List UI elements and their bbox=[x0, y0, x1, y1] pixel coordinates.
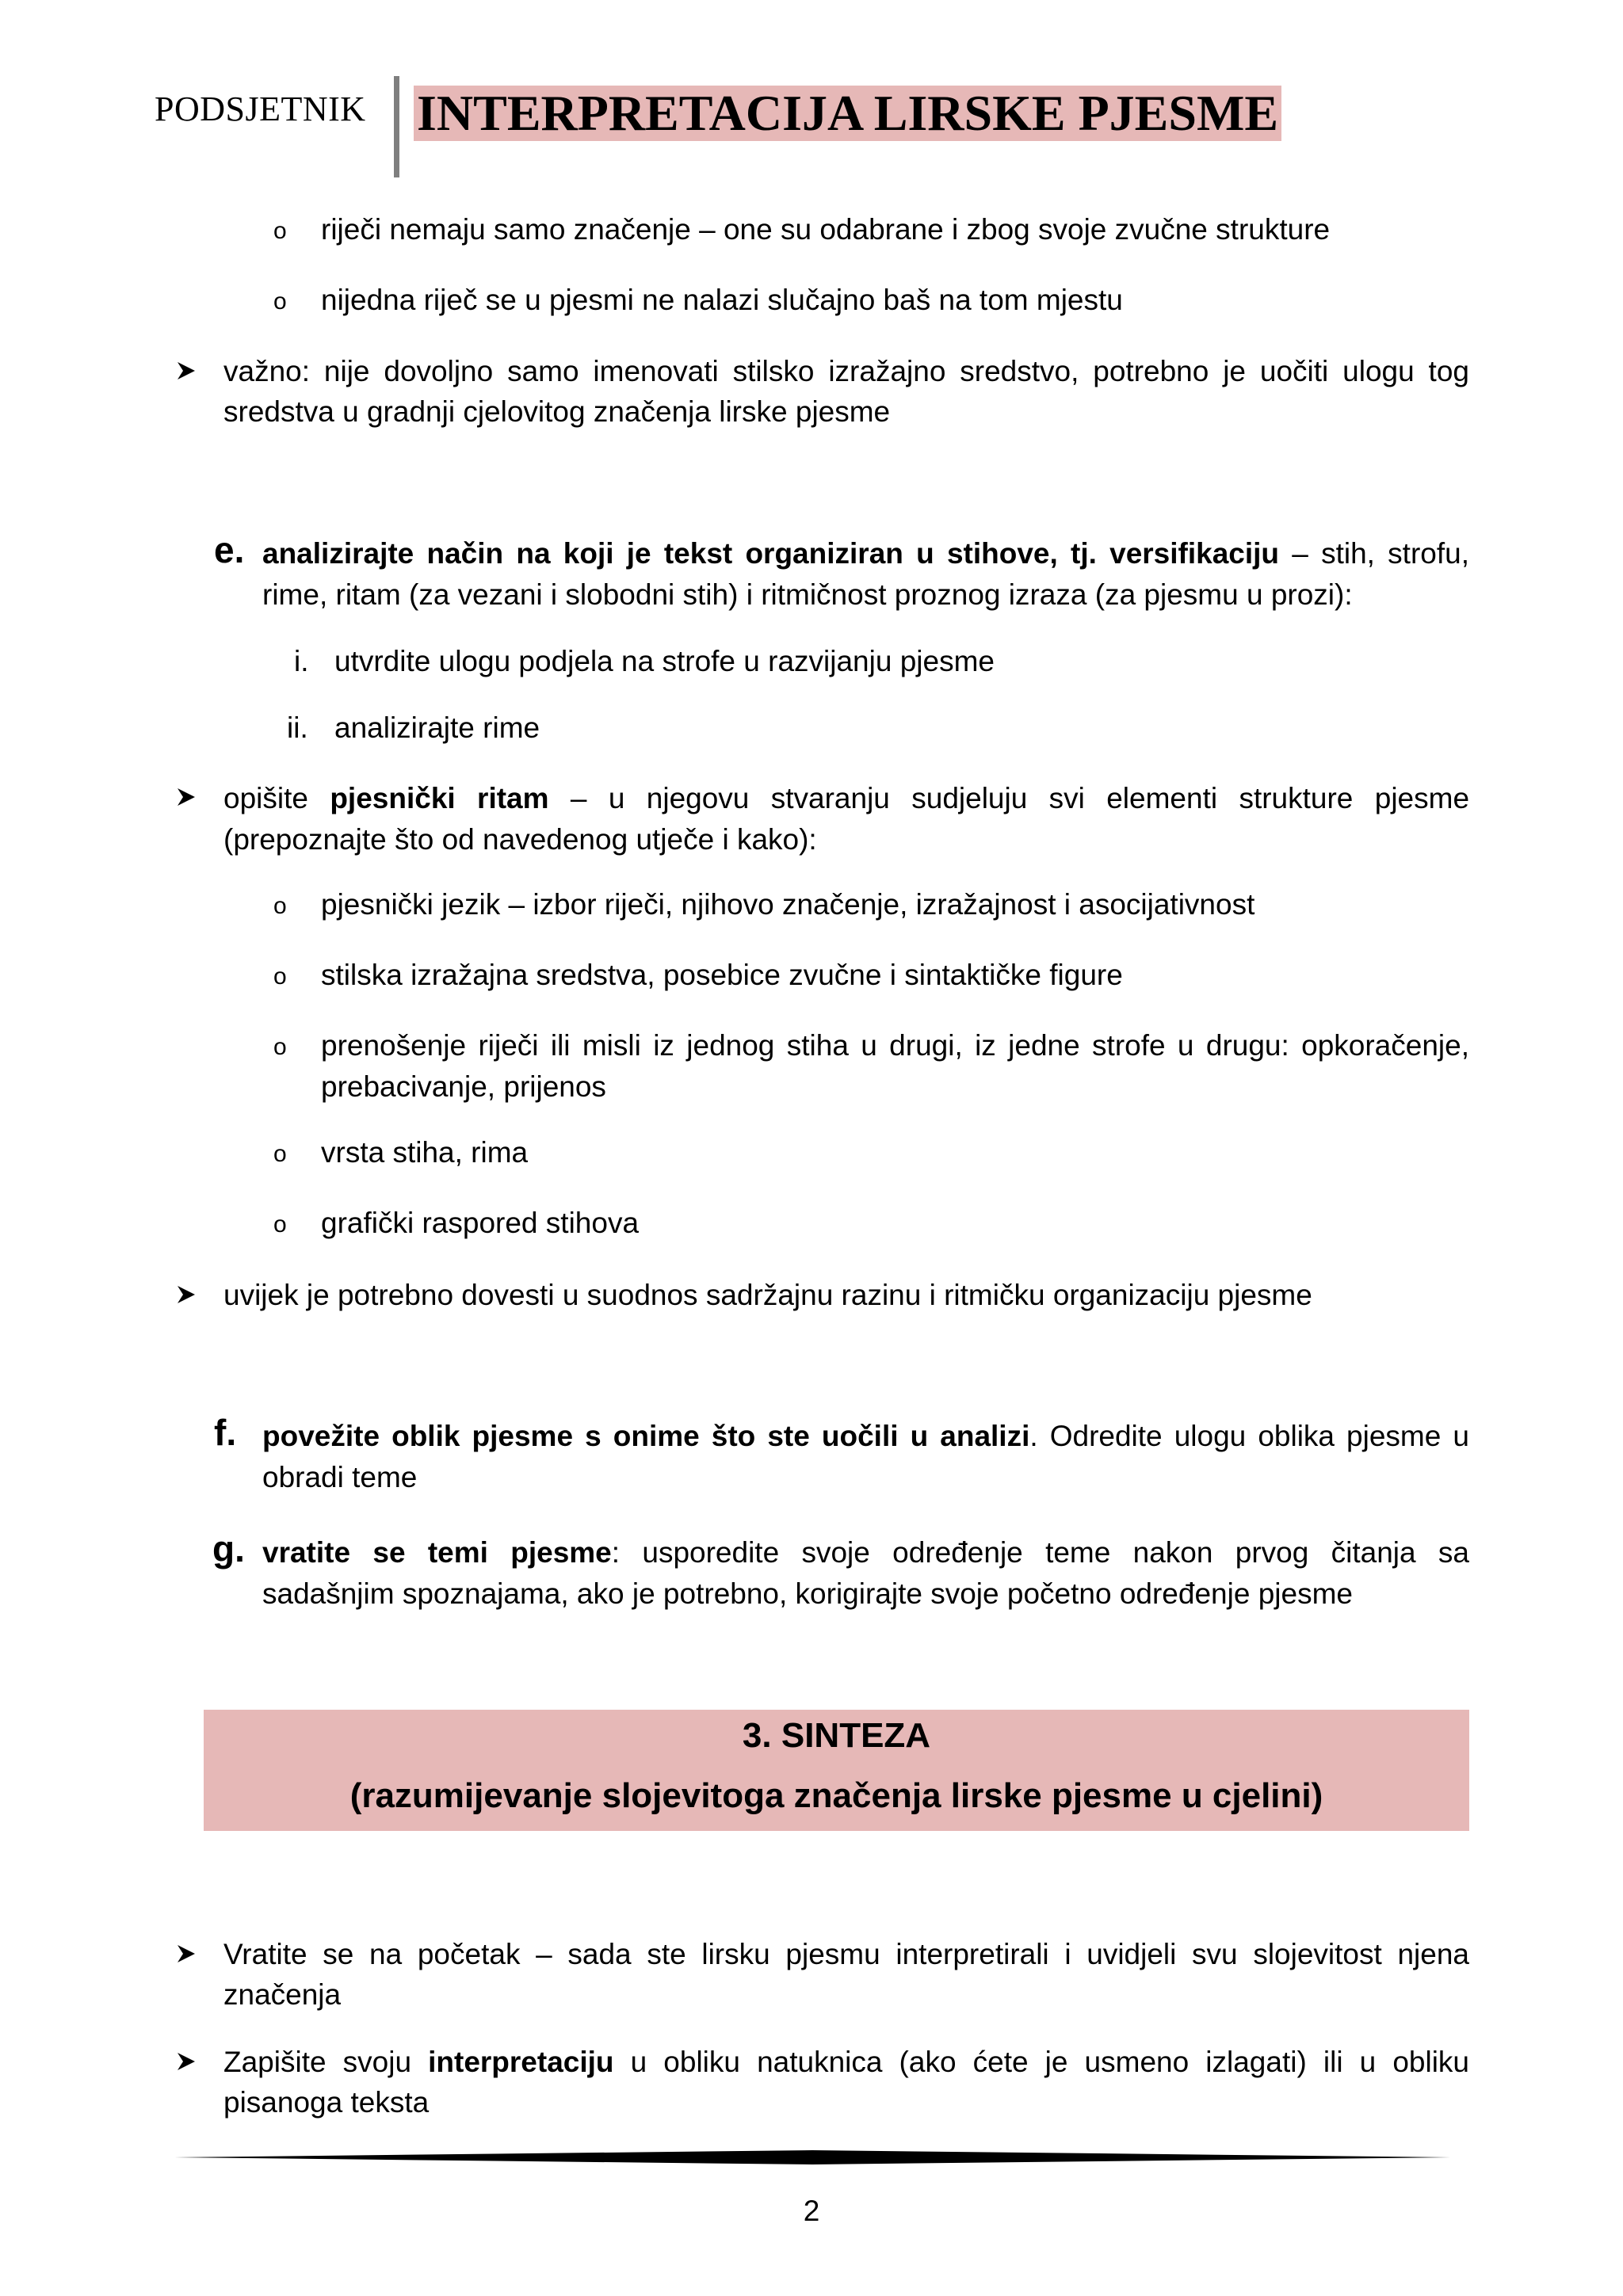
roman-numeral: i. bbox=[294, 645, 309, 677]
section-f-rest: . Odredite ulogu oblika pjesme u bbox=[1029, 1420, 1469, 1452]
circle-bullet-icon: o bbox=[273, 1211, 287, 1238]
rhythm-prefix: opišite bbox=[223, 782, 330, 814]
section-f-bold: povežite oblik pjesme s onime što ste uočili u analizi bbox=[262, 1420, 1030, 1452]
list-item: grafički raspored stihova bbox=[321, 1207, 640, 1239]
arrow-bullet-icon bbox=[176, 1284, 197, 1305]
section-e-line bbox=[262, 533, 1469, 574]
section-g-bold: vratite se temi pjesme bbox=[262, 1536, 612, 1569]
synthesis-banner bbox=[204, 1710, 1469, 1831]
arrow-bullet-icon bbox=[176, 2051, 197, 2072]
roman-numeral: ii. bbox=[287, 711, 308, 744]
list-item: nijedna riječ se u pjesmi ne nalazi slučajno baš na tom mjestu bbox=[321, 284, 1123, 316]
section-g-line bbox=[262, 1532, 1469, 1573]
list-item: utvrdite ulogu podjela na strofe u razvijanju pjesme bbox=[334, 645, 995, 677]
final-prefix: Zapišite svoju bbox=[223, 2046, 429, 2078]
rhythm-bold: pjesnički ritam bbox=[330, 782, 549, 814]
list-item: prenošenje riječi ili misli iz jednog stiha u drugi, iz jedne strofe u drugu: opkoračenje, bbox=[321, 1029, 1469, 1062]
section-g-line2: sadašnjim spoznajama, ako je potrebno, korigirajte svoje početno određenje pjesme bbox=[262, 1577, 1353, 1610]
synthesis-heading: 3. SINTEZA bbox=[742, 1716, 931, 1755]
arrow-bullet-icon bbox=[176, 1943, 197, 1964]
circle-bullet-icon: o bbox=[273, 218, 287, 244]
rhythm-rest: – u njegovu stvaranju sudjeluju svi elementi strukture pjesme bbox=[548, 782, 1470, 814]
circle-bullet-icon: o bbox=[273, 963, 287, 990]
arrow-bullet-icon bbox=[176, 787, 197, 807]
section-f-line2: obradi teme bbox=[262, 1461, 418, 1493]
arrow-bullet-icon bbox=[176, 360, 197, 381]
page-title: INTERPRETACIJA LIRSKE PJESME bbox=[414, 86, 1281, 141]
list-item: riječi nemaju samo značenje – one su odabrane i zbog svoje zvučne strukture bbox=[321, 213, 1331, 246]
final-line2: pisanoga teksta bbox=[223, 2086, 430, 2119]
final-bold: interpretaciju bbox=[428, 2046, 614, 2078]
circle-bullet-icon: o bbox=[273, 288, 287, 315]
section-g-rest: : usporedite svoje određenje teme nakon prvog čitanja sa bbox=[611, 1536, 1470, 1569]
circle-bullet-icon: o bbox=[273, 1141, 287, 1167]
note-line: važno: nije dovoljno samo imenovati stilsko izražajno sredstvo, potrebno je uočiti ulogu tog bbox=[223, 355, 1469, 387]
synthesis-subheading: (razumijevanje slojevitoga značenja lirske pjesme u cjelini) bbox=[349, 1776, 1323, 1815]
section-letter: e. bbox=[214, 529, 245, 570]
section-letter: f. bbox=[214, 1412, 237, 1453]
section-letter: g. bbox=[212, 1528, 245, 1569]
circle-bullet-icon: o bbox=[273, 893, 287, 919]
section-e-rest: – stih, strofu, bbox=[1279, 537, 1469, 570]
final-line2: značenja bbox=[223, 1978, 342, 2011]
header-divider bbox=[394, 76, 399, 177]
final-line: Vratite se na početak – sada ste lirsku pjesmu interpretirali i uvidjeli svu slojevitost njena bbox=[223, 1938, 1469, 1970]
final-rest: u obliku natuknica (ako ćete je usmeno izlagati) ili u obliku bbox=[613, 2046, 1469, 2078]
list-item: stilska izražajna sredstva, posebice zvučne i sintaktičke figure bbox=[321, 959, 1123, 991]
section-e-bold: analizirajte način na koji je tekst organiziran u stihove, tj. versifikaciju bbox=[262, 537, 1280, 570]
section-e-line2: rime, ritam (za vezani i slobodni stih) i ritmičnost proznog izraza (za pjesmu u prozi): bbox=[262, 578, 1353, 611]
list-item: vrsta stiha, rima bbox=[321, 1136, 529, 1169]
page-number: 2 bbox=[803, 2195, 820, 2227]
final-line bbox=[223, 2042, 1469, 2083]
list-item-continued: prebacivanje, prijenos bbox=[321, 1070, 606, 1103]
header-label: PODSJETNIK bbox=[155, 90, 366, 128]
rhythm-line2: (prepoznajte što od navedenog utječe i kako): bbox=[223, 823, 817, 856]
list-item: analizirajte rime bbox=[334, 711, 540, 744]
note-line: uvijek je potrebno dovesti u suodnos sadržajnu razinu i ritmičku organizaciju pjesme bbox=[223, 1279, 1312, 1311]
list-item: pjesnički jezik – izbor riječi, njihovo značenje, izražajnost i asocijativnost bbox=[321, 888, 1255, 921]
section-f-line bbox=[262, 1416, 1469, 1457]
note-line: sredstva u gradnji cjelovitog značenja lirske pjesme bbox=[223, 395, 891, 428]
footer-divider bbox=[174, 2149, 1450, 2166]
rhythm-line bbox=[223, 778, 1469, 819]
circle-bullet-icon: o bbox=[273, 1034, 287, 1060]
